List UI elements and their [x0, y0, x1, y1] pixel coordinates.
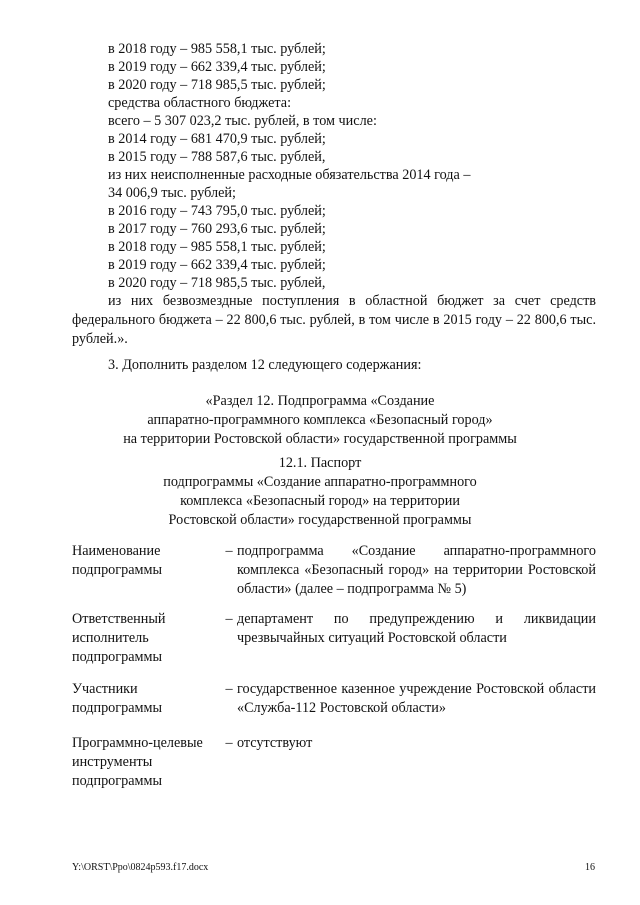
- passport-row-dash: –: [225, 735, 233, 751]
- passport-row-label: Программно-целевые инструменты подпрограммы: [72, 735, 203, 789]
- passport-row-dash: –: [225, 681, 233, 697]
- passport-row-label: Участники подпрограммы: [72, 681, 162, 716]
- finance-line: в 2015 году – 788 587,6 тыс. рублей,: [108, 149, 326, 165]
- finance-line: в 2019 году – 662 339,4 тыс. рублей;: [108, 257, 326, 273]
- page-number: 16: [585, 862, 595, 873]
- passport-heading-line: 12.1. Паспорт: [278, 455, 362, 471]
- passport-row-dash: –: [225, 543, 233, 559]
- finance-line: в 2017 году – 760 293,6 тыс. рублей;: [108, 221, 326, 237]
- passport-row-value: отсутствуют: [237, 735, 313, 751]
- section-heading-line: на территории Ростовской области» государственной программы: [123, 431, 517, 447]
- section-heading: [60, 392, 580, 449]
- finance-line: в 2020 году – 718 985,5 тыс. рублей,: [108, 275, 326, 291]
- passport-row-dash: –: [225, 611, 233, 627]
- passport-heading: [60, 454, 580, 530]
- finance-line: в 2020 году – 718 985,5 тыс. рублей;: [108, 77, 326, 93]
- finance-line: в 2014 году – 681 470,9 тыс. рублей;: [108, 131, 326, 147]
- footer-file-path: Y:\ORST\Ppo\0824p593.f17.docx: [72, 862, 209, 873]
- finance-line: из них неисполненные расходные обязательства 2014 года –: [108, 167, 471, 183]
- passport-heading-line: комплекса «Безопасный город» на территории: [180, 493, 460, 509]
- finance-line: 34 006,9 тыс. рублей;: [108, 185, 236, 201]
- passport-heading-line: Ростовской области» государственной программы: [168, 512, 472, 528]
- finance-line: средства областного бюджета:: [108, 95, 292, 111]
- finance-line: в 2018 году – 985 558,1 тыс. рублей;: [108, 239, 326, 255]
- finance-line: всего – 5 307 023,2 тыс. рублей, в том числе:: [108, 113, 377, 129]
- federal-funds-paragraph: из них безвозмездные поступления в областной бюджет за счет средств федерального бюджета – 22 800,6 тыс. рублей, в том числе в 2015 году – 22 800,6 тыс. рублей.».: [72, 293, 596, 347]
- finance-line: в 2016 году – 743 795,0 тыс. рублей;: [108, 203, 326, 219]
- passport-row-value: подпрограмма «Создание аппаратно-программного комплекса «Безопасный город» на территории Ростовской области» (далее – подпрограмма № 5): [237, 543, 596, 597]
- passport-row-label: Ответственный исполнитель подпрограммы: [72, 611, 166, 665]
- section-heading-line: аппаратно-программного комплекса «Безопасный город»: [147, 412, 493, 428]
- finance-line: в 2019 году – 662 339,4 тыс. рублей;: [108, 59, 326, 75]
- section-heading-line: «Раздел 12. Подпрограмма «Создание: [205, 393, 435, 409]
- passport-row-value: департамент по предупреждению и ликвидации чрезвычайных ситуаций Ростовской области: [237, 611, 596, 646]
- passport-row-value: государственное казенное учреждение Ростовской области «Служба-112 Ростовской области»: [237, 681, 596, 716]
- passport-heading-line: подпрограммы «Создание аппаратно-программного: [163, 474, 477, 490]
- passport-row-label: Наименование подпрограммы: [72, 543, 162, 578]
- finance-line: в 2018 году – 985 558,1 тыс. рублей;: [108, 41, 326, 57]
- amendment-item-3: 3. Дополнить разделом 12 следующего содержания:: [108, 357, 422, 373]
